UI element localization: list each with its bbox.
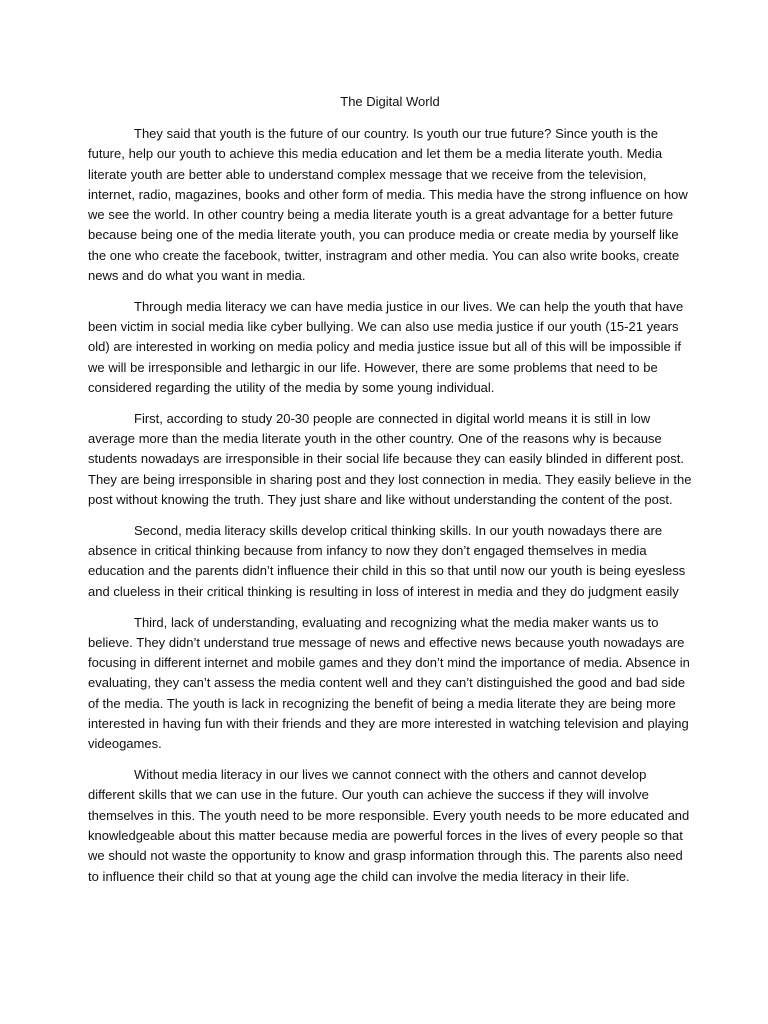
paragraph-first-problem: First, according to study 20-30 people are connected in digital world means it is still in low average more than the media literate youth in the other country. One of the reasons why is because students nowadays are irresponsible in their social life because they can easily blinded in different post. They are being irresponsible in sharing post and they lost connection in media. They easily believe in the post without knowing the truth. They just share and like without understanding the content of the post. — [88, 410, 692, 508]
paragraph-second-problem: Second, media literacy skills develop critical thinking skills. In our youth nowadays there are absence in critical thinking because from infancy to now they don’t engaged themselves in media education and the parents didn’t influence their child in this so that until now our youth is being eyesless and clueless in their critical thinking is resulting in loss of interest in media and they do judgment easily — [88, 522, 686, 599]
paragraph-media-justice: Through media literacy we can have media justice in our lives. We can help the youth that have been victim in social media like cyber bullying. We can also use media justice if our youth (15-21 years old) are interested in working on media policy and media justice issue but all of this will be impossible if we will be irresponsible and lethargic in our life. However, there are some problems that need to be considered regarding the utility of the media by some young individual. — [88, 298, 684, 396]
paragraph-conclusion: Without media literacy in our lives we cannot connect with the others and cannot develop different skills that we can use in the future. Our youth can achieve the success if they will involve themselves in this. The youth need to be more responsible. Every youth needs to be more educated and knowledgeable about this matter because media are powerful forces in the lives of every people so that we should not waste the opportunity to know and grasp information through this. The parents also need to influence their child so that at young age the child can involve the media literacy in their life. — [88, 767, 690, 884]
paragraph-intro: They said that youth is the future of our country. Is youth our true future? Since youth is the future, help our youth to achieve this media education and let them be a media literate youth. Media literate youth are better able to understand complex message that we receive from the television, internet, radio, magazines, books and other form of media. This media have the strong influence on how we see the world. In other country being a media literate youth is a great advantage for a better future because being one of the media literate youth, you can produce media or create media by yourself like the one who create the facebook, twitter, instragram and other media. You can also write books, create news and do what you want in media. — [88, 126, 688, 284]
page-title: The Digital World — [340, 94, 440, 109]
paragraph-third-problem: Third, lack of understanding, evaluating and recognizing what the media maker wants us to believe. They didn’t understand true message of news and effective news because youth nowadays are focusing in different internet and mobile games and they don’t mind the importance of media. Absence in evaluating, they can’t assess the media content well and they can’t distinguished the good and bad side of the media. The youth is lack in recognizing the benefit of being a media literate they are being more interested in having fun with their friends and they are more interested in watching television and playing videogames. — [88, 614, 690, 752]
